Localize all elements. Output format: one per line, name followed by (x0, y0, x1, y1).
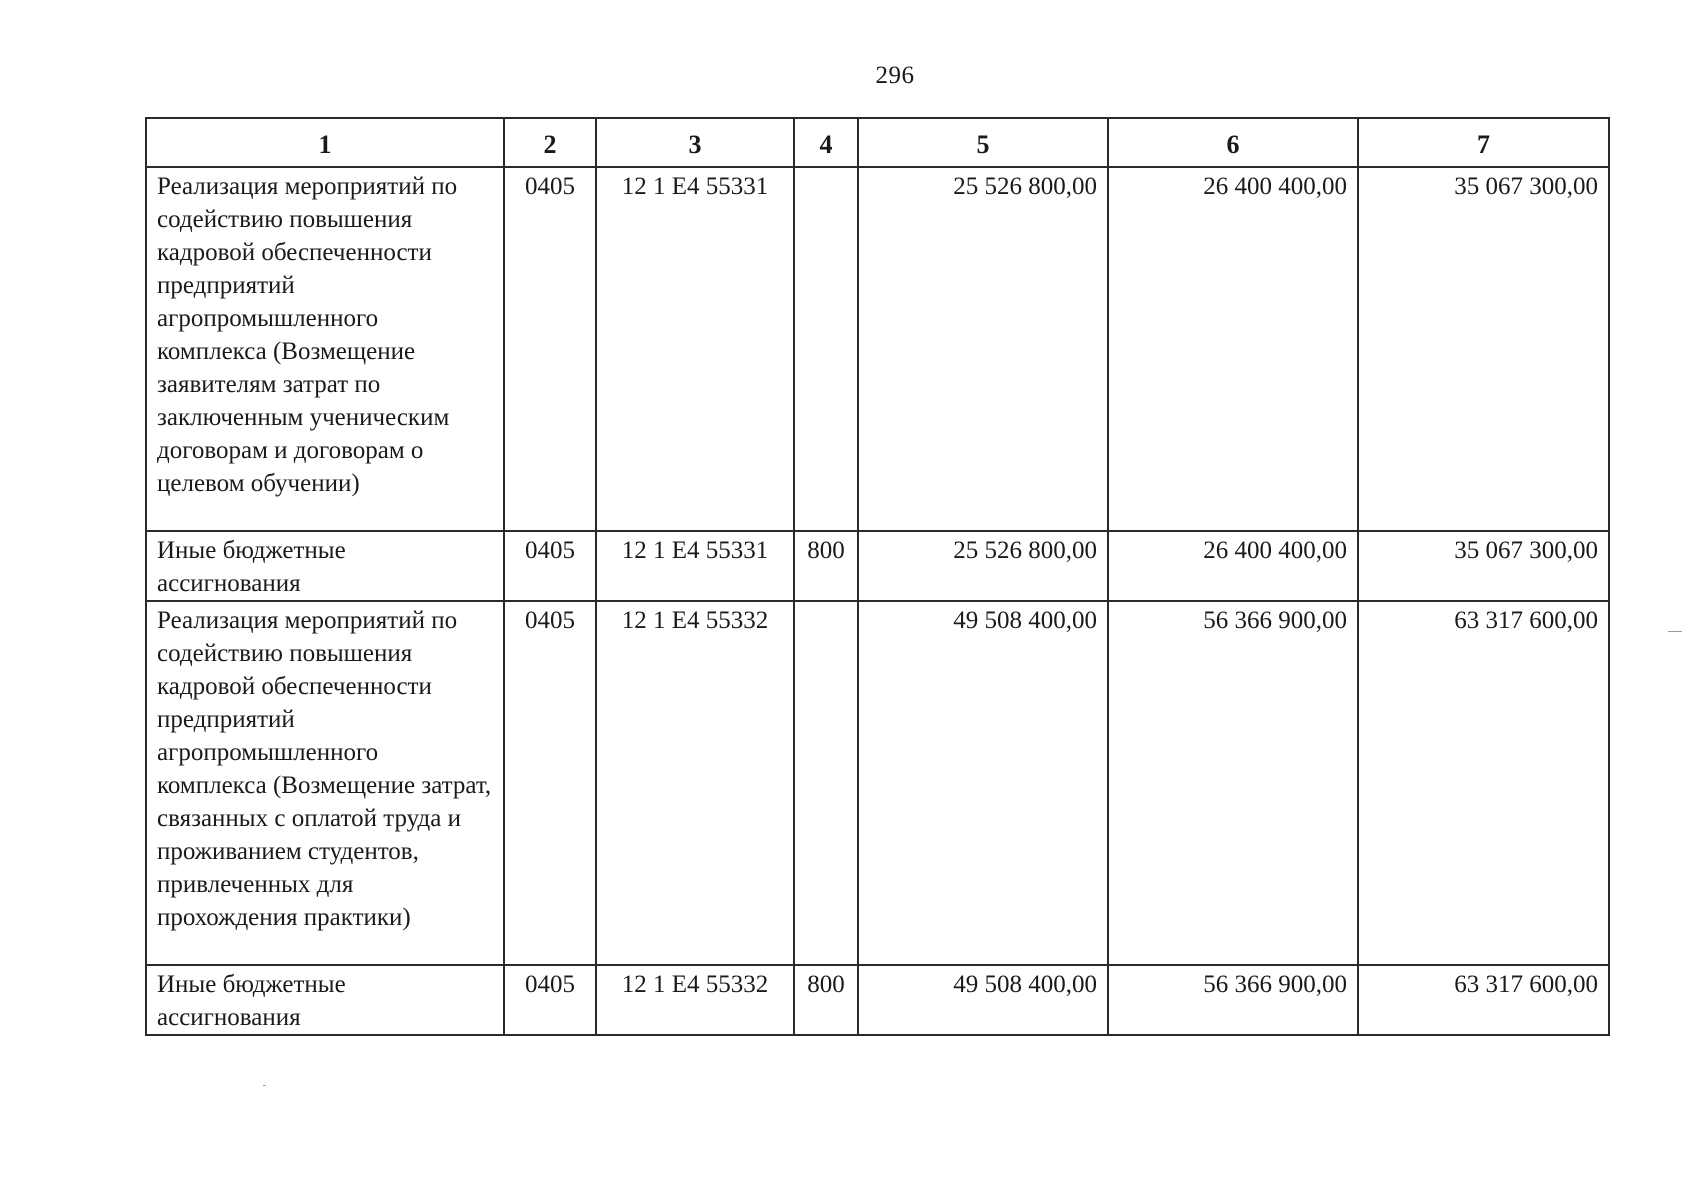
target-code-cell: 12 1 Е4 55331 (596, 531, 794, 601)
row-name-cell: Иные бюджетные ассигнования (146, 531, 504, 601)
amount-col7-cell: 63 317 600,00 (1358, 965, 1609, 1035)
table-row (146, 167, 1609, 531)
section-code-cell: 0405 (504, 965, 596, 1035)
amount-col7-cell: 35 067 300,00 (1358, 531, 1609, 601)
scan-artifact (263, 1085, 266, 1086)
section-code-cell: 0405 (504, 167, 596, 531)
header-col-6: 6 (1108, 118, 1358, 167)
header-col-2: 2 (504, 118, 596, 167)
row-name-cell: Реализация мероприятий по содействию повышения кадровой обеспеченности предприятий агропромышленного комплекса (Возмещение затрат, связанных с оплатой труда и проживанием студентов, привлеченных для прохождения практики) (146, 601, 504, 965)
row-name-cell: Иные бюджетные ассигнования (146, 965, 504, 1035)
target-code-cell: 12 1 Е4 55331 (596, 167, 794, 531)
table-row (146, 965, 1609, 1035)
budget-table (145, 117, 1610, 1036)
expense-type-cell (794, 601, 858, 965)
table-row (146, 531, 1609, 601)
expense-type-cell: 800 (794, 531, 858, 601)
header-row (146, 118, 1609, 167)
amount-col5-cell: 25 526 800,00 (858, 167, 1108, 531)
amount-col7-cell: 63 317 600,00 (1358, 601, 1609, 965)
amount-col6-cell: 56 366 900,00 (1108, 965, 1358, 1035)
amount-col7-cell: 35 067 300,00 (1358, 167, 1609, 531)
header-col-3: 3 (596, 118, 794, 167)
amount-col5-cell: 25 526 800,00 (858, 531, 1108, 601)
target-code-cell: 12 1 Е4 55332 (596, 601, 794, 965)
section-code-cell: 0405 (504, 531, 596, 601)
header-col-4: 4 (794, 118, 858, 167)
amount-col5-cell: 49 508 400,00 (858, 965, 1108, 1035)
amount-col6-cell: 26 400 400,00 (1108, 531, 1358, 601)
expense-type-cell: 800 (794, 965, 858, 1035)
header-col-7: 7 (1358, 118, 1609, 167)
section-code-cell: 0405 (504, 601, 596, 965)
scan-artifact (1668, 631, 1682, 632)
amount-col5-cell: 49 508 400,00 (858, 601, 1108, 965)
page-number: 296 (875, 62, 915, 89)
header-col-1: 1 (146, 118, 504, 167)
header-col-5: 5 (858, 118, 1108, 167)
target-code-cell: 12 1 Е4 55332 (596, 965, 794, 1035)
amount-col6-cell: 56 366 900,00 (1108, 601, 1358, 965)
table-row (146, 601, 1609, 965)
amount-col6-cell: 26 400 400,00 (1108, 167, 1358, 531)
row-name-cell: Реализация мероприятий по содействию повышения кадровой обеспеченности предприятий агропромышленного комплекса (Возмещение заявителям затрат по заключенным ученическим договорам и договорам о целевом обучении) (146, 167, 504, 531)
expense-type-cell (794, 167, 858, 531)
